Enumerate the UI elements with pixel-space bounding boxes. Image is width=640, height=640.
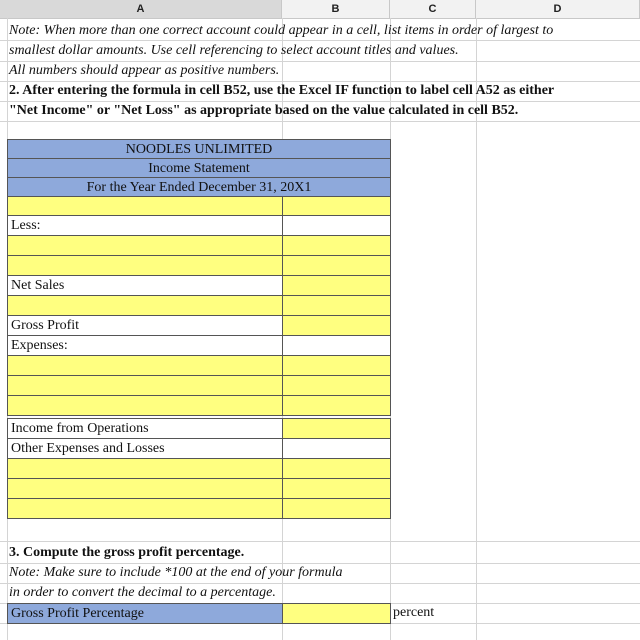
net-sales-value-cell[interactable]: [282, 275, 391, 296]
statement-title-cell[interactable]: Income Statement: [7, 158, 391, 178]
other-expense-item-cell[interactable]: [7, 478, 283, 499]
question-3-note-2: in order to convert the decimal to a percentage.: [9, 585, 276, 600]
input-cell-b[interactable]: [282, 255, 391, 276]
net-income-label-cell[interactable]: [7, 498, 283, 519]
input-cell-a[interactable]: [7, 255, 283, 276]
empty-cell-b[interactable]: [282, 215, 391, 236]
note-line-3: All numbers should appear as positive numbers.: [9, 63, 280, 78]
company-name-cell[interactable]: NOODLES UNLIMITED: [7, 139, 391, 159]
other-expenses-label-cell[interactable]: Other Expenses and Losses: [7, 438, 283, 459]
column-header-a[interactable]: A: [0, 0, 282, 18]
gridline-row: [0, 541, 640, 542]
gross-profit-value-cell[interactable]: [282, 315, 391, 336]
question-3-heading: 3. Compute the gross profit percentage.: [9, 545, 245, 560]
gross-profit-percentage-label-cell[interactable]: Gross Profit Percentage: [7, 603, 283, 624]
column-header-c[interactable]: C: [390, 0, 476, 18]
expense-item-cell[interactable]: [7, 375, 283, 396]
less-label-cell[interactable]: Less:: [7, 215, 283, 236]
input-cell-b[interactable]: [282, 295, 391, 316]
expense-value-cell[interactable]: [282, 375, 391, 396]
input-cell-b[interactable]: [282, 196, 391, 216]
expense-value-cell[interactable]: [282, 355, 391, 376]
column-header-bar: [0, 0, 640, 19]
expenses-label-cell[interactable]: Expenses:: [7, 335, 283, 356]
expense-item-cell[interactable]: [7, 355, 283, 376]
empty-cell-b[interactable]: [282, 335, 391, 356]
column-header-b[interactable]: B: [282, 0, 390, 18]
note-line-2: smallest dollar amounts. Use cell referencing to select account titles and values.: [9, 43, 459, 58]
column-header-d[interactable]: D: [476, 0, 640, 18]
input-cell-a[interactable]: [7, 295, 283, 316]
expense-value-cell[interactable]: [282, 395, 391, 416]
input-cell-a[interactable]: [7, 196, 283, 216]
net-sales-label-cell[interactable]: Net Sales: [7, 275, 283, 296]
percent-unit-label: percent: [393, 605, 435, 620]
input-cell-b[interactable]: [282, 235, 391, 256]
income-from-operations-label-cell[interactable]: Income from Operations: [7, 418, 283, 439]
gross-profit-percentage-value-cell[interactable]: [282, 603, 391, 624]
question-3-note-1: Note: Make sure to include *100 at the end of your formula: [9, 565, 343, 580]
note-line-1: Note: When more than one correct account could appear in a cell, list items in order of largest to: [9, 23, 554, 38]
other-expense-value-cell[interactable]: [282, 478, 391, 499]
gross-profit-label-cell[interactable]: Gross Profit: [7, 315, 283, 336]
other-expense-item-cell[interactable]: [7, 458, 283, 479]
expense-item-cell[interactable]: [7, 395, 283, 416]
question-2-line-2: "Net Income" or "Net Loss" as appropriate based on the value calculated in cell B52.: [9, 103, 519, 118]
input-cell-a[interactable]: [7, 235, 283, 256]
net-income-value-cell[interactable]: [282, 498, 391, 519]
statement-period-cell[interactable]: For the Year Ended December 31, 20X1: [7, 177, 391, 197]
income-from-operations-value-cell[interactable]: [282, 418, 391, 439]
question-2-line-1: 2. After entering the formula in cell B52, use the Excel IF function to label cell A52 as either: [9, 83, 555, 98]
other-expense-value-cell[interactable]: [282, 458, 391, 479]
gridline-row: [0, 121, 640, 122]
empty-cell-b[interactable]: [282, 438, 391, 459]
